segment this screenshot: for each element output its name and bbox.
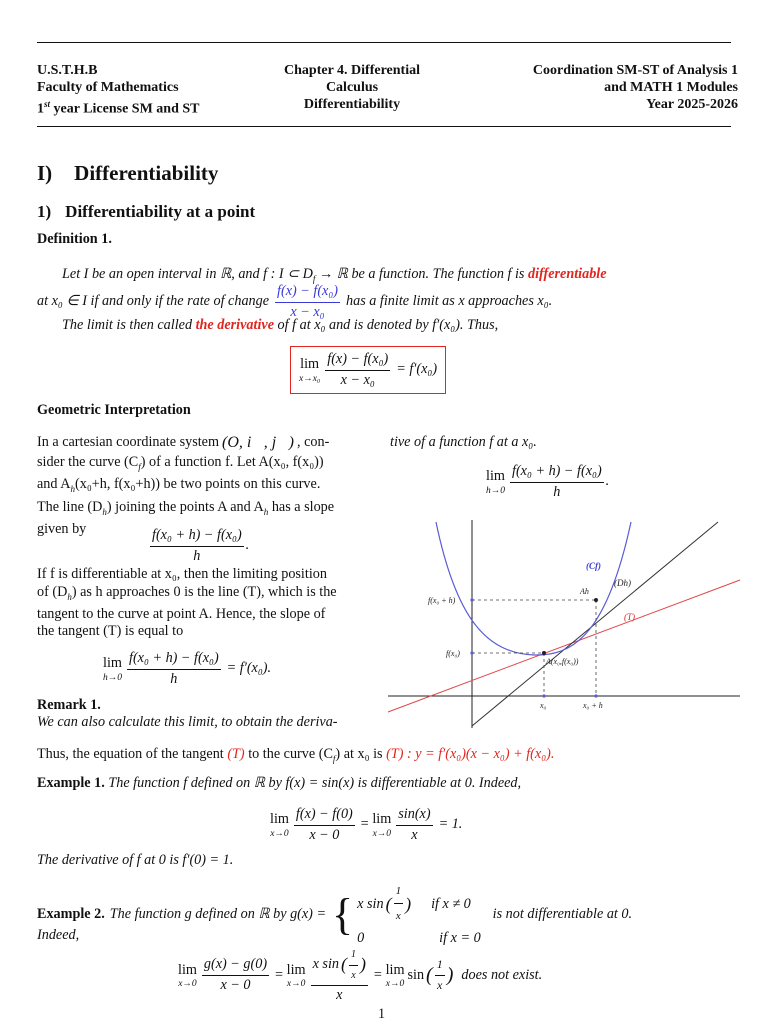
- tick-fx0h: [470, 598, 473, 601]
- label-dh: (Dh): [614, 578, 631, 588]
- tangent-equation-line: Thus, the equation of the tangent (T) to the curve $(C_f)$ at x₀ is (T) : y = f′(x₀)(x − x₀) + f(x₀).: [37, 746, 555, 764]
- header-rule: [37, 126, 731, 127]
- subsection-title: 1) Differentiability at a point: [37, 202, 256, 221]
- example-1-formula: lim x→0 $\frac{f(x) - f(0)}{x - 0}$ = lim x→0 $\frac{\sin(x)}{x}$ = 1.: [270, 806, 463, 843]
- label-a: A(x₀,f(x₀)): [546, 657, 579, 666]
- label-t: (T): [624, 612, 635, 622]
- university: U.S.T.H.B: [37, 63, 98, 78]
- top-rule: [37, 42, 731, 43]
- coordination-line: Coordination SM-ST of Analysis 1: [532, 63, 738, 78]
- right-limit-formula: lim h→0 $\frac{\text{f(x₀ + h) − f(x₀)}}{h}$ .: [486, 463, 610, 500]
- level: 1st year License SM and ST: [37, 99, 200, 117]
- definition-label: Definition 1.: [37, 231, 112, 247]
- label-ah: Ah: [580, 587, 589, 596]
- example-1-conclusion: The derivative of f at 0 is f′(0) = 1.: [37, 852, 234, 868]
- tick-fx0: [470, 651, 473, 654]
- slope-formula: $\frac{\text{f(x₀ + h) − f(x₀)}}{h}$ .: [152, 527, 250, 564]
- label-fx0h: f(x₀ + h): [428, 596, 456, 605]
- right-column-text: tive of a function f at a x₀.: [390, 434, 537, 450]
- remark-label: Remark 1.: [37, 697, 101, 713]
- tick-x0h: [594, 694, 597, 697]
- page-number: 1: [378, 1006, 386, 1022]
- tick-x0: [542, 694, 545, 697]
- tangent-slope-formula: lim h→0 $\frac{\text{f(x₀ + h) − f(x₀)}}{h}$ = f′(x₀).: [103, 650, 272, 687]
- coordination-line: Year 2025-2026: [646, 97, 738, 112]
- definition-line-1: Let I be an open interval in ℝ, and f : I ⊂ $D_f$ → ℝ be a function. The function f is differentiable: [62, 266, 607, 284]
- geometric-figure: [386, 518, 742, 732]
- chapter-line: Calculus: [325, 80, 379, 95]
- example-2-formula: lim x→0 $\frac{g(x) - g(0)}{x - 0}$ = lim x→0 x sin ( $\frac{1}{x}$ ) x = lim x→0 sin ( $\frac{1}{x}$ ) does not exist.: [178, 946, 542, 1005]
- point-a: [542, 651, 546, 655]
- section-title: I) Differentiability: [37, 161, 219, 185]
- remark-text: We can also calculate this limit, to obtain the deriva-: [37, 714, 338, 730]
- example-1: Example 1. The function f defined on ℝ by f(x) = sin(x) is differentiable at 0. Indeed,: [37, 775, 522, 791]
- geometric-paragraph-1: In a cartesian coordinate system (O, i⃗, j⃗) , con- sider the curve $(C_f)$ of a function f. Let A(x₀, f(x₀)) and $A_h(x_0+h$, f(x₀+h)) be two points on this curve. The line $(D_h)$ joining the points A and $A_h$ has a slope given by: [37, 434, 335, 537]
- geometric-paragraph-2: If f is differentiable at x₀, then the limiting position of $(D_h)$ as h approaches 0 is the line (T), which is the tangent to the curve at point A. Hence, the slope of the tangent (T) is equal to: [37, 566, 337, 640]
- faculty: Faculty of Mathematics: [37, 80, 179, 95]
- label-cf: (Cf): [586, 561, 601, 571]
- header-center: [252, 62, 452, 113]
- example-2-indeed: Indeed,: [37, 927, 80, 943]
- label-x0h: x₀ + h: [583, 701, 603, 710]
- chapter-line: Chapter 4. Differential: [284, 63, 420, 78]
- label-x0: x₀: [540, 701, 547, 710]
- derivative-formula-box: lim x→x₀ $\frac{\text{f(x) − f(x₀)}}{\text{x − x₀}}$ = f′(x₀): [290, 346, 446, 394]
- point-ah: [594, 598, 598, 602]
- chapter-line: Differentiability: [303, 97, 401, 112]
- definition-line-3: The limit is then called the derivative of f at x₀ and is denoted by f′(x₀). Thus,: [62, 317, 499, 333]
- curve-cf: [436, 522, 631, 655]
- coordination-line: and MATH 1 Modules: [604, 80, 738, 95]
- definition-line-2: at x₀ ∈ I if and only if the rate of change $\frac{\text{f(x) − f(x₀)}}{\text{x − x₀}}$ has a finite limit as x approaches x₀.: [37, 283, 553, 320]
- header-left: [37, 62, 200, 118]
- example-2: Example 2. The function g defined on ℝ by g(x) = { x sin ( $\frac{1}{x}$ ) if x ≠ 0 0 if x = 0 is not differentiable at 0.: [37, 880, 737, 949]
- header-right: [533, 62, 738, 113]
- label-fx0: f(x₀): [446, 649, 460, 658]
- geometric-title: Geometric Interpretation: [37, 402, 191, 418]
